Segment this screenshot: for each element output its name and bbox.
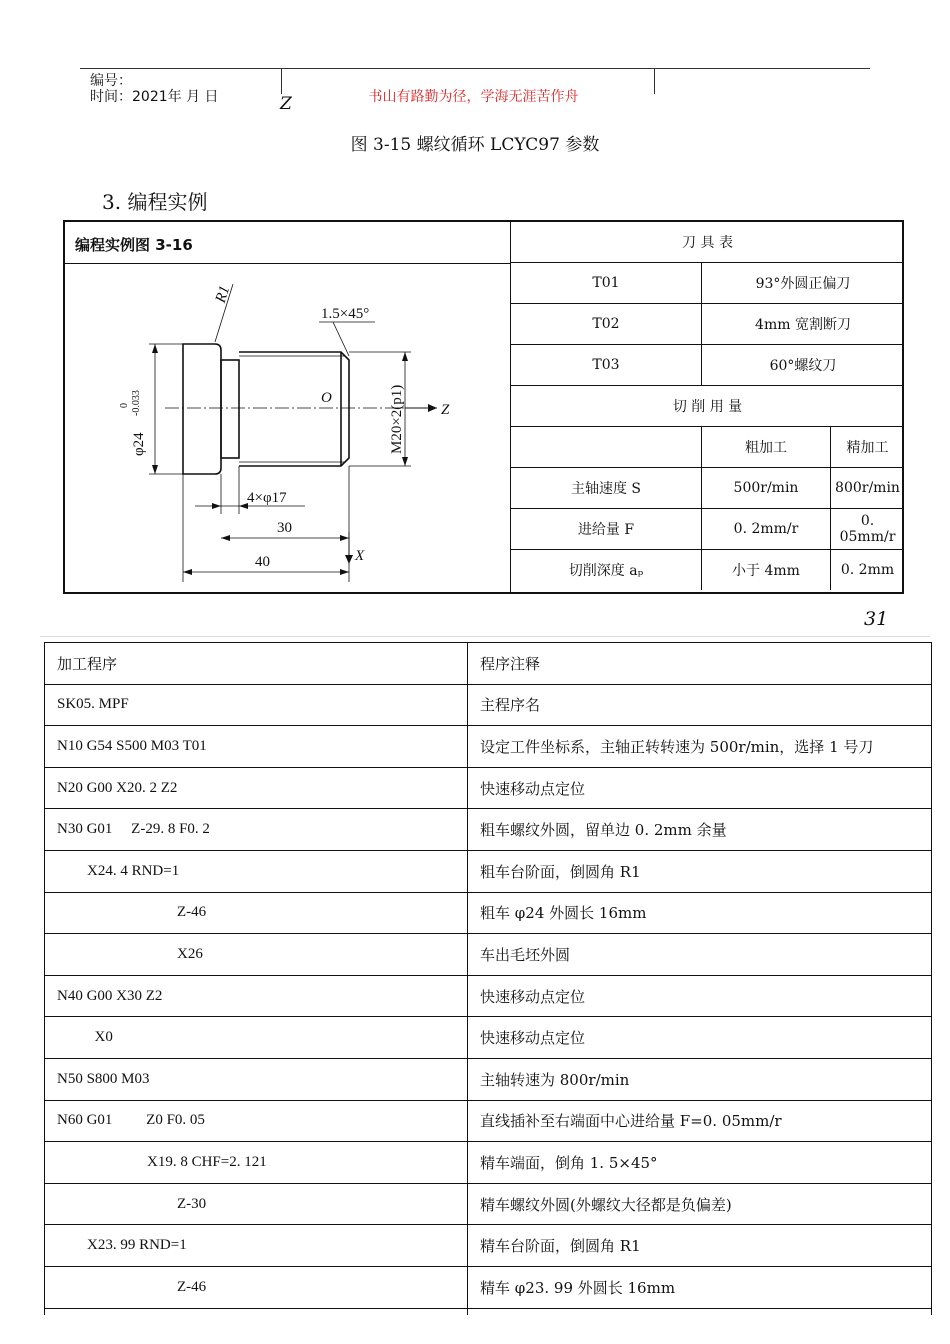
header-date-text: 时间：2021年 月 日 — [90, 89, 219, 105]
program-table — [44, 642, 932, 1315]
diameter-label: φ24 — [131, 432, 147, 456]
example-drawing-panel — [65, 222, 511, 592]
program-note: 粗车螺纹外圆，留单边 0. 2mm 余量 — [468, 809, 932, 851]
program-note: 精车台阶面，倒圆角 R1 — [468, 1225, 932, 1267]
program-row — [45, 809, 932, 851]
tool-row — [511, 263, 904, 304]
page-break-line — [40, 636, 930, 637]
program-code — [45, 1308, 468, 1315]
program-note: 粗车 φ24 外圆长 16mm — [468, 892, 932, 934]
thread-label: M20×2(p1) — [389, 384, 405, 454]
cutting-row — [511, 509, 904, 550]
program-row — [45, 1142, 932, 1184]
program-header-row — [45, 643, 932, 685]
program-row — [45, 726, 932, 768]
cut-rough: 0. 2mm/r — [702, 509, 831, 550]
program-code: SK05. MPF — [45, 684, 468, 726]
example-title: 编程实例图 3-16 — [65, 222, 511, 264]
program-code: X23. 99 RND=1 — [45, 1225, 468, 1267]
program-code: X26 — [45, 934, 468, 976]
cut-rough: 小于 4mm — [702, 550, 831, 591]
program-code: X24. 4 RND=1 — [45, 850, 468, 892]
page-number: 31 — [864, 608, 889, 630]
cut-param: 切削深度 aₚ — [511, 550, 702, 591]
parameter-tables — [511, 222, 904, 592]
program-note — [468, 1308, 932, 1315]
z-axis-mark: Z — [280, 94, 292, 114]
cut-finish: 800r/min — [831, 468, 905, 509]
chamfer-label: 1.5×45° — [321, 306, 370, 322]
tool-desc: 93°外圆正偏刀 — [702, 263, 905, 304]
program-row-partial — [45, 1308, 932, 1315]
tool-id: T01 — [511, 263, 702, 304]
cut-param: 进给量 F — [511, 509, 702, 550]
cutting-row — [511, 550, 904, 591]
header-clipped-text — [90, 86, 650, 105]
program-code: N20 G00 X20. 2 Z2 — [45, 767, 468, 809]
program-note: 设定工件坐标系，主轴正转转速为 500r/min，选择 1 号刀 — [468, 726, 932, 768]
program-code: X0 — [45, 1017, 468, 1059]
program-note: 精车 φ23. 99 外圆长 16mm — [468, 1266, 932, 1308]
figure-caption: 图 3-15 螺纹循环 LCYC97 参数 — [350, 135, 600, 155]
col-rough-header: 粗加工 — [702, 427, 831, 468]
header-divider — [654, 68, 655, 94]
program-code: N60 G01 Z0 F0. 05 — [45, 1100, 468, 1142]
program-code: N10 G54 S500 M03 T01 — [45, 726, 468, 768]
program-row — [45, 1266, 932, 1308]
program-code-header: 加工程序 — [45, 643, 468, 685]
groove-label: 4×φ17 — [247, 490, 287, 506]
program-table-wrapper — [44, 642, 932, 1315]
part-drawing — [65, 264, 509, 592]
section-title: 3. 编程实例 — [102, 190, 208, 214]
col-finish-header: 精加工 — [831, 427, 905, 468]
program-note: 主程序名 — [468, 684, 932, 726]
program-note: 主轴转速为 800r/min — [468, 1058, 932, 1100]
dim-40-label: 40 — [255, 554, 270, 570]
tool-row — [511, 345, 904, 386]
x-axis-label: X — [355, 548, 365, 564]
dim-30-label: 30 — [277, 520, 292, 536]
program-row — [45, 767, 932, 809]
program-code: X19. 8 CHF=2. 121 — [45, 1142, 468, 1184]
tolerance-lower: -0.033 — [131, 390, 142, 416]
r1-label: R1 — [212, 283, 234, 305]
serial-label: 编号： — [90, 73, 132, 89]
program-note: 精车端面，倒角 1. 5×45° — [468, 1142, 932, 1184]
tool-desc: 4mm 宽割断刀 — [702, 304, 905, 345]
tolerance-upper: 0 — [119, 403, 130, 408]
program-code: N50 S800 M03 — [45, 1058, 468, 1100]
program-row — [45, 1225, 932, 1267]
cut-finish: 0. 2mm — [831, 550, 905, 591]
program-row — [45, 1058, 932, 1100]
cut-rough: 500r/min — [702, 468, 831, 509]
program-code: Z-46 — [45, 892, 468, 934]
tool-id: T03 — [511, 345, 702, 386]
program-row — [45, 934, 932, 976]
tool-desc: 60°螺纹刀 — [702, 345, 905, 386]
cutting-row — [511, 468, 904, 509]
program-code: N40 G00 X30 Z2 — [45, 975, 468, 1017]
origin-label: O — [321, 390, 332, 406]
program-row — [45, 1017, 932, 1059]
program-note: 直线插补至右端面中心进给量 F=0. 05mm/r — [468, 1100, 932, 1142]
program-code: N30 G01 Z-29. 8 F0. 2 — [45, 809, 468, 851]
program-note: 粗车台阶面，倒圆角 R1 — [468, 850, 932, 892]
program-note: 车出毛坯外圆 — [468, 934, 932, 976]
tool-table-title: 刀 具 表 — [511, 222, 904, 263]
tool-id: T02 — [511, 304, 702, 345]
program-row — [45, 684, 932, 726]
example-table — [63, 220, 904, 594]
program-row — [45, 1100, 932, 1142]
cutting-table-title: 切 削 用 量 — [511, 386, 904, 427]
tool-and-cutting-table — [511, 222, 904, 590]
program-row — [45, 975, 932, 1017]
program-note: 快速移动点定位 — [468, 1017, 932, 1059]
program-note-header: 程序注释 — [468, 643, 932, 685]
program-note: 快速移动点定位 — [468, 767, 932, 809]
cut-finish: 0. 05mm/r — [831, 509, 905, 550]
cut-param: 主轴速度 S — [511, 468, 702, 509]
program-row — [45, 1183, 932, 1225]
header-rule — [80, 68, 870, 69]
tool-row — [511, 304, 904, 345]
program-note: 精车螺纹外圆(外螺纹大径都是负偏差) — [468, 1183, 932, 1225]
program-row — [45, 892, 932, 934]
program-code: Z-30 — [45, 1183, 468, 1225]
header-motto-text: 书山有路勤为径，学海无涯苦作舟 — [368, 89, 579, 105]
program-code: Z-46 — [45, 1266, 468, 1308]
z-axis-label: Z — [441, 402, 450, 418]
empty-cell — [511, 427, 702, 468]
program-row — [45, 850, 932, 892]
program-note: 快速移动点定位 — [468, 975, 932, 1017]
